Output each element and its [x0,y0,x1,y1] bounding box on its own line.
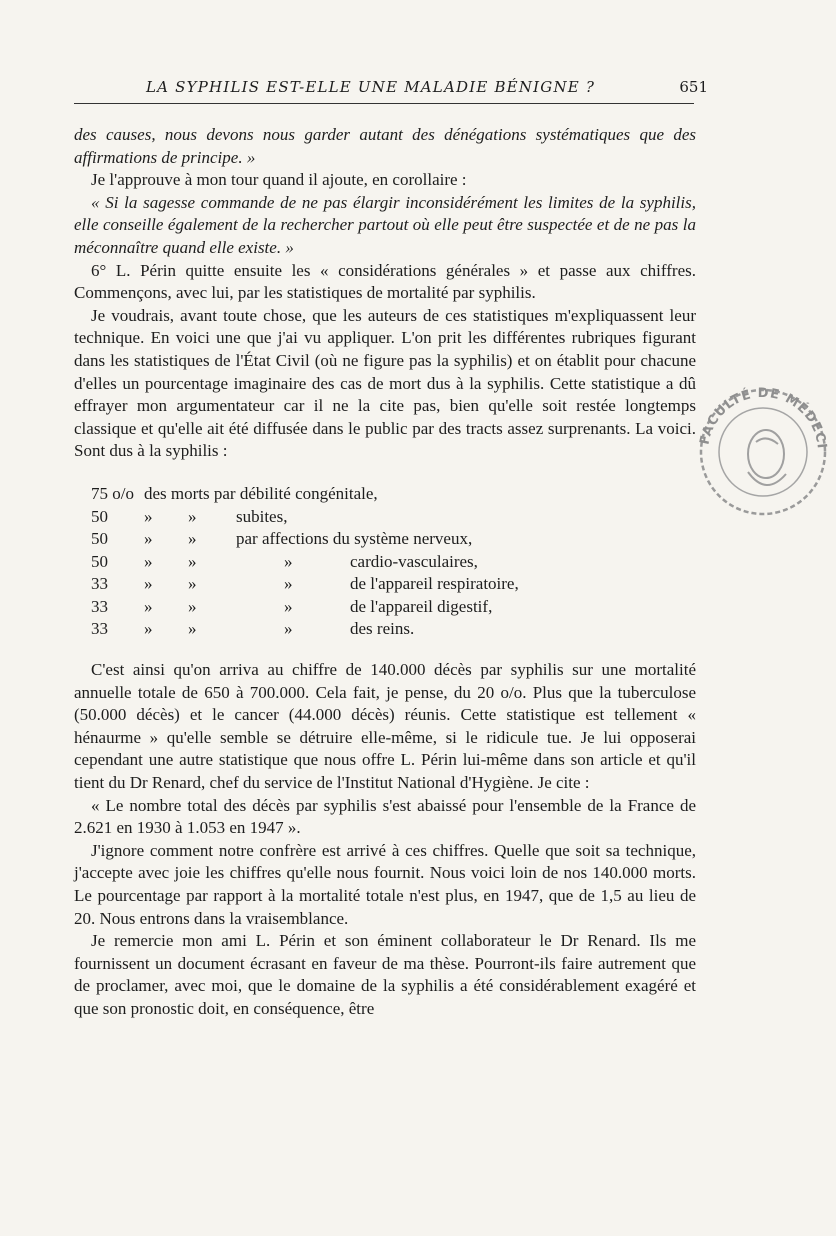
mortality-list [74,483,696,641]
svg-text:FACULTÉ DE MÉDECINE [686,372,829,450]
running-title: LA SYPHILIS EST-ELLE UNE MALADIE BÉNIGNE ? [146,78,596,96]
paragraph: 6° L. Périn quitte ensuite les « considérations générales » et passe aux chiffres. Commençons, avec lui, par les statistiques de mortalité par syphilis. [74,260,696,303]
list-item: 50 » » par affections du système nerveux, [91,529,473,549]
list-item: 33 » » » de l'appareil digestif, [91,596,493,616]
paragraph-quote: « Le nombre total des décès par syphilis s'est abaissé pour l'ensemble de la France de 2.621 en 1930 à 1.053 en 1947 ». [74,795,696,838]
paragraph: Je voudrais, avant toute chose, que les auteurs de ces statistiques m'expliquassent leur technique. En voici une que j'ai vu appliquer. L'on prit les différentes rubriques figurant dans les statistiques de l'État Civil (où ne figure pas la syphilis) et on établit pour chacune d'elles un pourcentage imaginaire des cas de mort dus à la syphilis. Cette statistique a dû effrayer mon argumentateur car il ne la cite pas, bien qu'elle soit restée longtemps classique et qu'elle ait été diffusée dans le public par des tracts assez surprenants. La voici. Sont dus à la syphilis : [74,305,696,461]
paragraph: Je l'approuve à mon tour quand il ajoute, en corollaire : [91,170,467,190]
page-number: 651 [679,78,708,96]
list-item: 33 » » » de l'appareil respiratoire, [91,574,519,594]
list-item: 50 » » subites, [91,506,288,526]
paragraph-quote-end: des causes, nous devons nous garder autant des dénégations systématiques que des affirmations de principe. » [74,125,696,167]
list-item: 33 » » » des reins. [91,619,415,639]
spacer [74,463,696,483]
list-item: 50 » » » cardio-vasculaires, [91,551,478,571]
spacer [74,641,696,659]
running-header [74,78,708,104]
list-item: 75 o/o des morts par débilité congénitale, [91,483,378,503]
paragraph: J'ignore comment notre confrère est arrivé à ces chiffres. Quelle que soit sa technique, j'accepte avec joie les chiffres qu'elle nous fournit. Nous voici loin de nos 140.000 morts. Le pourcentage par rapport à la mortalité totale n'est plus, en 1947, que de 1,5 au lieu de 20. Nous entrons dans la vraisemblance. [74,840,696,928]
paragraph-quote: « Si la sagesse commande de ne pas élargir inconsidérément les limites de la syphilis, elle conseille également de la rechercher partout où elle peut être suspectée et de ne pas la méconnaître quand elle existe. » [74,192,696,257]
paragraph: C'est ainsi qu'on arriva au chiffre de 140.000 décès par syphilis sur une mortalité annuelle totale de 650 à 700.000. Cela fait, je pense, du 20 o/o. Plus que la tuberculose (50.000 décès) et le cancer (44.000 décès) réunis. Cette statistique est tellement « hénaurme » qu'elle semble se détruire elle-même, si le ridicule tue. Je lui opposerai cependant une autre statistique que nous offre L. Périn lui-même dans son article et qu'il tient du Dr Renard, chef du service de l'Institut National d'Hygiène. Je cite : [74,660,696,793]
paragraph: Je remercie mon ami L. Périn et son éminent collaborateur le Dr Renard. Ils me fournissent un document écrasant en faveur de ma thèse. Pourront-ils faire autrement que de proclamer, avec moi, que le domaine de la syphilis a été considérablement exagéré et que son pronostic doit, en conséquence, être [74,931,696,1018]
library-seal-icon [686,372,836,522]
seal-text: FACULTÉ DE MÉDECI [697,385,829,451]
body-text [74,124,696,1021]
